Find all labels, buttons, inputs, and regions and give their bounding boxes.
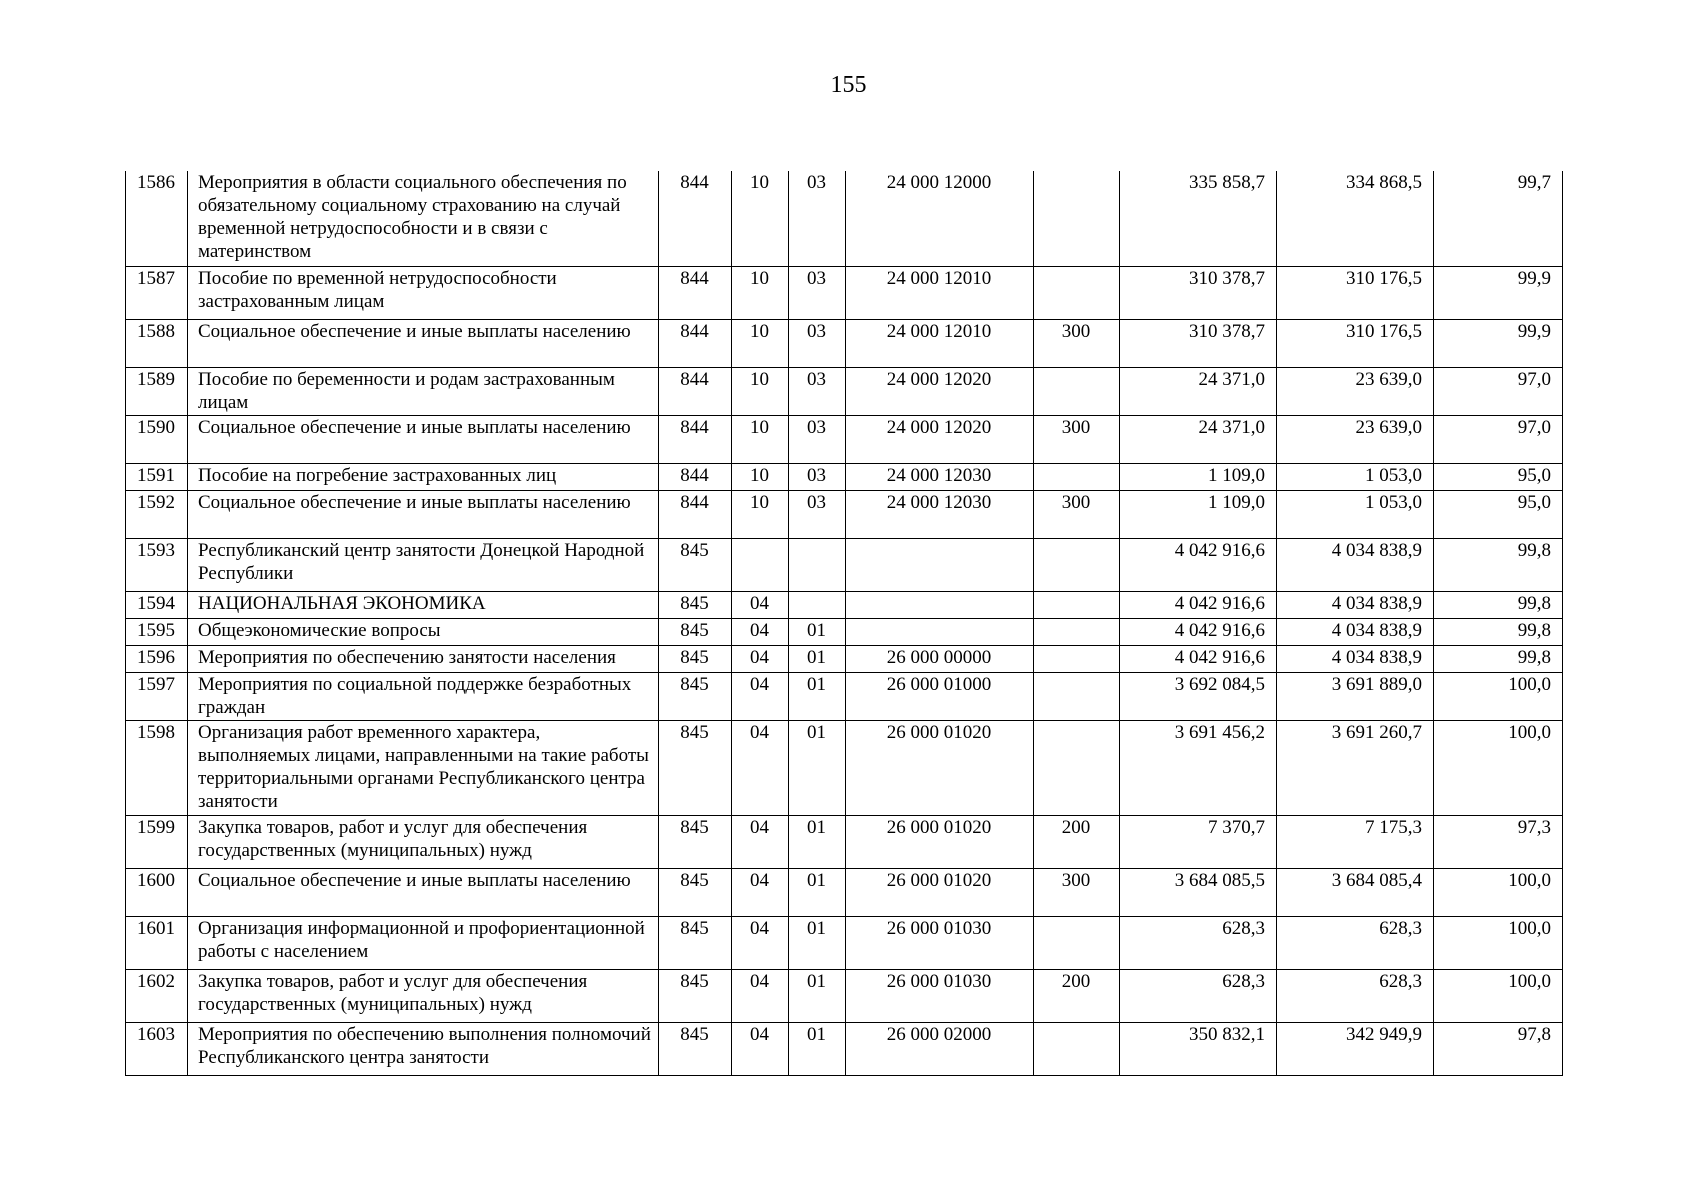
ministry-code-cell: 844 [659,319,732,367]
executed-amount-cell: 334 868,5 [1277,171,1434,266]
section-code-cell: 10 [732,171,789,266]
section-code-cell: 10 [732,463,789,490]
planned-amount-cell: 3 684 085,5 [1120,868,1277,916]
subsection-code-cell [789,538,846,591]
expense-type-cell [1034,618,1120,645]
target-article-cell: 26 000 01000 [846,672,1034,720]
ministry-code-cell: 845 [659,916,732,969]
percent-cell: 99,9 [1434,266,1563,319]
item-name-cell: НАЦИОНАЛЬНАЯ ЭКОНОМИКА [188,591,659,618]
budget-table [125,171,1563,1076]
subsection-code-cell: 03 [789,171,846,266]
percent-cell: 100,0 [1434,672,1563,720]
section-code-cell: 04 [732,720,789,815]
table-row [126,415,1563,463]
table-row [126,815,1563,868]
item-name-cell: Социальное обеспечение и иные выплаты населению [188,490,659,538]
expense-type-cell: 300 [1034,415,1120,463]
ministry-code-cell: 844 [659,367,732,415]
subsection-code-cell: 01 [789,969,846,1022]
executed-amount-cell: 3 691 260,7 [1277,720,1434,815]
section-code-cell: 04 [732,1022,789,1075]
item-name-cell: Организация работ временного характера, выполняемых лицами, направленными на такие работы территориальными органами Республиканского центра занятости [188,720,659,815]
ministry-code-cell: 845 [659,1022,732,1075]
ministry-code-cell: 845 [659,645,732,672]
ministry-code-cell: 845 [659,868,732,916]
percent-cell: 97,8 [1434,1022,1563,1075]
expense-type-cell [1034,591,1120,618]
table-body [126,171,1563,1075]
ministry-code-cell: 845 [659,815,732,868]
executed-amount-cell: 3 684 085,4 [1277,868,1434,916]
row-number-cell: 1593 [126,538,188,591]
expense-type-cell [1034,1022,1120,1075]
table-row [126,538,1563,591]
item-name-cell: Пособие по беременности и родам застрахованным лицам [188,367,659,415]
percent-cell: 99,8 [1434,538,1563,591]
subsection-code-cell: 01 [789,916,846,969]
target-article-cell: 26 000 01030 [846,969,1034,1022]
row-number-cell: 1603 [126,1022,188,1075]
subsection-code-cell: 01 [789,868,846,916]
section-code-cell: 04 [732,916,789,969]
planned-amount-cell: 4 042 916,6 [1120,538,1277,591]
target-article-cell: 26 000 00000 [846,645,1034,672]
percent-cell: 95,0 [1434,490,1563,538]
expense-type-cell [1034,463,1120,490]
subsection-code-cell: 03 [789,463,846,490]
target-article-cell [846,618,1034,645]
table-row [126,171,1563,266]
item-name-cell: Пособие по временной нетрудоспособности застрахованным лицам [188,266,659,319]
planned-amount-cell: 3 691 456,2 [1120,720,1277,815]
ministry-code-cell: 844 [659,415,732,463]
ministry-code-cell: 845 [659,618,732,645]
item-name-cell: Мероприятия в области социального обеспечения по обязательному социальному страхованию на случай временной нетрудоспособности и в связи с материнством [188,171,659,266]
ministry-code-cell: 844 [659,490,732,538]
ministry-code-cell: 844 [659,171,732,266]
expense-type-cell [1034,916,1120,969]
table-row [126,266,1563,319]
subsection-code-cell: 03 [789,319,846,367]
planned-amount-cell: 350 832,1 [1120,1022,1277,1075]
target-article-cell: 24 000 12020 [846,415,1034,463]
expense-type-cell [1034,645,1120,672]
row-number-cell: 1586 [126,171,188,266]
subsection-code-cell: 01 [789,1022,846,1075]
percent-cell: 99,9 [1434,319,1563,367]
subsection-code-cell [789,591,846,618]
row-number-cell: 1601 [126,916,188,969]
planned-amount-cell: 7 370,7 [1120,815,1277,868]
target-article-cell: 26 000 01030 [846,916,1034,969]
item-name-cell: Общеэкономические вопросы [188,618,659,645]
executed-amount-cell: 1 053,0 [1277,463,1434,490]
subsection-code-cell: 01 [789,645,846,672]
table-row [126,591,1563,618]
section-code-cell: 04 [732,672,789,720]
row-number-cell: 1602 [126,969,188,1022]
target-article-cell [846,591,1034,618]
target-article-cell [846,538,1034,591]
expense-type-cell [1034,538,1120,591]
planned-amount-cell: 335 858,7 [1120,171,1277,266]
executed-amount-cell: 310 176,5 [1277,319,1434,367]
percent-cell: 97,3 [1434,815,1563,868]
subsection-code-cell: 03 [789,415,846,463]
section-code-cell: 10 [732,367,789,415]
planned-amount-cell: 4 042 916,6 [1120,645,1277,672]
row-number-cell: 1587 [126,266,188,319]
row-number-cell: 1588 [126,319,188,367]
executed-amount-cell: 23 639,0 [1277,367,1434,415]
ministry-code-cell: 845 [659,591,732,618]
ministry-code-cell: 845 [659,969,732,1022]
item-name-cell: Социальное обеспечение и иные выплаты населению [188,415,659,463]
executed-amount-cell: 342 949,9 [1277,1022,1434,1075]
executed-amount-cell: 1 053,0 [1277,490,1434,538]
section-code-cell: 04 [732,618,789,645]
target-article-cell: 24 000 12020 [846,367,1034,415]
section-code-cell: 04 [732,969,789,1022]
executed-amount-cell: 4 034 838,9 [1277,538,1434,591]
section-code-cell: 04 [732,868,789,916]
percent-cell: 100,0 [1434,868,1563,916]
expense-type-cell: 300 [1034,319,1120,367]
row-number-cell: 1590 [126,415,188,463]
percent-cell: 100,0 [1434,720,1563,815]
planned-amount-cell: 310 378,7 [1120,319,1277,367]
section-code-cell: 04 [732,591,789,618]
subsection-code-cell: 03 [789,367,846,415]
expense-type-cell [1034,720,1120,815]
ministry-code-cell: 844 [659,266,732,319]
table-row [126,969,1563,1022]
item-name-cell: Социальное обеспечение и иные выплаты населению [188,319,659,367]
item-name-cell: Социальное обеспечение и иные выплаты населению [188,868,659,916]
table-row [126,672,1563,720]
item-name-cell: Организация информационной и профориентационной работы с населением [188,916,659,969]
item-name-cell: Республиканский центр занятости Донецкой Народной Республики [188,538,659,591]
expense-type-cell [1034,672,1120,720]
target-article-cell: 24 000 12000 [846,171,1034,266]
table-row [126,490,1563,538]
ministry-code-cell: 844 [659,463,732,490]
table-row [126,720,1563,815]
planned-amount-cell: 4 042 916,6 [1120,591,1277,618]
page-number: 155 [830,72,867,98]
expense-type-cell [1034,171,1120,266]
planned-amount-cell: 1 109,0 [1120,463,1277,490]
percent-cell: 99,7 [1434,171,1563,266]
executed-amount-cell: 23 639,0 [1277,415,1434,463]
row-number-cell: 1595 [126,618,188,645]
planned-amount-cell: 310 378,7 [1120,266,1277,319]
expense-type-cell: 300 [1034,490,1120,538]
subsection-code-cell: 03 [789,266,846,319]
row-number-cell: 1600 [126,868,188,916]
row-number-cell: 1597 [126,672,188,720]
ministry-code-cell: 845 [659,720,732,815]
percent-cell: 99,8 [1434,618,1563,645]
target-article-cell: 26 000 01020 [846,720,1034,815]
target-article-cell: 26 000 01020 [846,815,1034,868]
executed-amount-cell: 310 176,5 [1277,266,1434,319]
ministry-code-cell: 845 [659,538,732,591]
percent-cell: 97,0 [1434,415,1563,463]
table-row [126,319,1563,367]
section-code-cell: 04 [732,645,789,672]
item-name-cell: Закупка товаров, работ и услуг для обеспечения государственных (муниципальных) нужд [188,815,659,868]
planned-amount-cell: 3 692 084,5 [1120,672,1277,720]
section-code-cell: 10 [732,319,789,367]
subsection-code-cell: 01 [789,815,846,868]
row-number-cell: 1599 [126,815,188,868]
percent-cell: 97,0 [1434,367,1563,415]
executed-amount-cell: 7 175,3 [1277,815,1434,868]
percent-cell: 99,8 [1434,645,1563,672]
subsection-code-cell: 01 [789,672,846,720]
expense-type-cell [1034,266,1120,319]
executed-amount-cell: 4 034 838,9 [1277,645,1434,672]
table-row [126,463,1563,490]
expense-type-cell [1034,367,1120,415]
expense-type-cell: 200 [1034,969,1120,1022]
expense-type-cell: 200 [1034,815,1120,868]
percent-cell: 99,8 [1434,591,1563,618]
expense-type-cell: 300 [1034,868,1120,916]
item-name-cell: Мероприятия по обеспечению занятости населения [188,645,659,672]
target-article-cell: 26 000 02000 [846,1022,1034,1075]
percent-cell: 100,0 [1434,916,1563,969]
executed-amount-cell: 3 691 889,0 [1277,672,1434,720]
executed-amount-cell: 4 034 838,9 [1277,591,1434,618]
item-name-cell: Мероприятия по обеспечению выполнения полномочий Республиканского центра занятости [188,1022,659,1075]
planned-amount-cell: 628,3 [1120,969,1277,1022]
table-row [126,618,1563,645]
section-code-cell: 10 [732,490,789,538]
target-article-cell: 24 000 12030 [846,463,1034,490]
row-number-cell: 1596 [126,645,188,672]
executed-amount-cell: 628,3 [1277,969,1434,1022]
item-name-cell: Закупка товаров, работ и услуг для обеспечения государственных (муниципальных) нужд [188,969,659,1022]
table-row [126,916,1563,969]
table-row [126,1022,1563,1075]
section-code-cell: 10 [732,266,789,319]
section-code-cell [732,538,789,591]
row-number-cell: 1598 [126,720,188,815]
row-number-cell: 1591 [126,463,188,490]
planned-amount-cell: 628,3 [1120,916,1277,969]
target-article-cell: 24 000 12010 [846,266,1034,319]
planned-amount-cell: 1 109,0 [1120,490,1277,538]
executed-amount-cell: 4 034 838,9 [1277,618,1434,645]
executed-amount-cell: 628,3 [1277,916,1434,969]
planned-amount-cell: 24 371,0 [1120,415,1277,463]
target-article-cell: 24 000 12030 [846,490,1034,538]
planned-amount-cell: 24 371,0 [1120,367,1277,415]
row-number-cell: 1592 [126,490,188,538]
percent-cell: 100,0 [1434,969,1563,1022]
item-name-cell: Мероприятия по социальной поддержке безработных граждан [188,672,659,720]
row-number-cell: 1594 [126,591,188,618]
table-row [126,645,1563,672]
table-row [126,868,1563,916]
section-code-cell: 04 [732,815,789,868]
subsection-code-cell: 03 [789,490,846,538]
section-code-cell: 10 [732,415,789,463]
subsection-code-cell: 01 [789,618,846,645]
subsection-code-cell: 01 [789,720,846,815]
target-article-cell: 24 000 12010 [846,319,1034,367]
percent-cell: 95,0 [1434,463,1563,490]
item-name-cell: Пособие на погребение застрахованных лиц [188,463,659,490]
planned-amount-cell: 4 042 916,6 [1120,618,1277,645]
row-number-cell: 1589 [126,367,188,415]
ministry-code-cell: 845 [659,672,732,720]
table-row [126,367,1563,415]
target-article-cell: 26 000 01020 [846,868,1034,916]
